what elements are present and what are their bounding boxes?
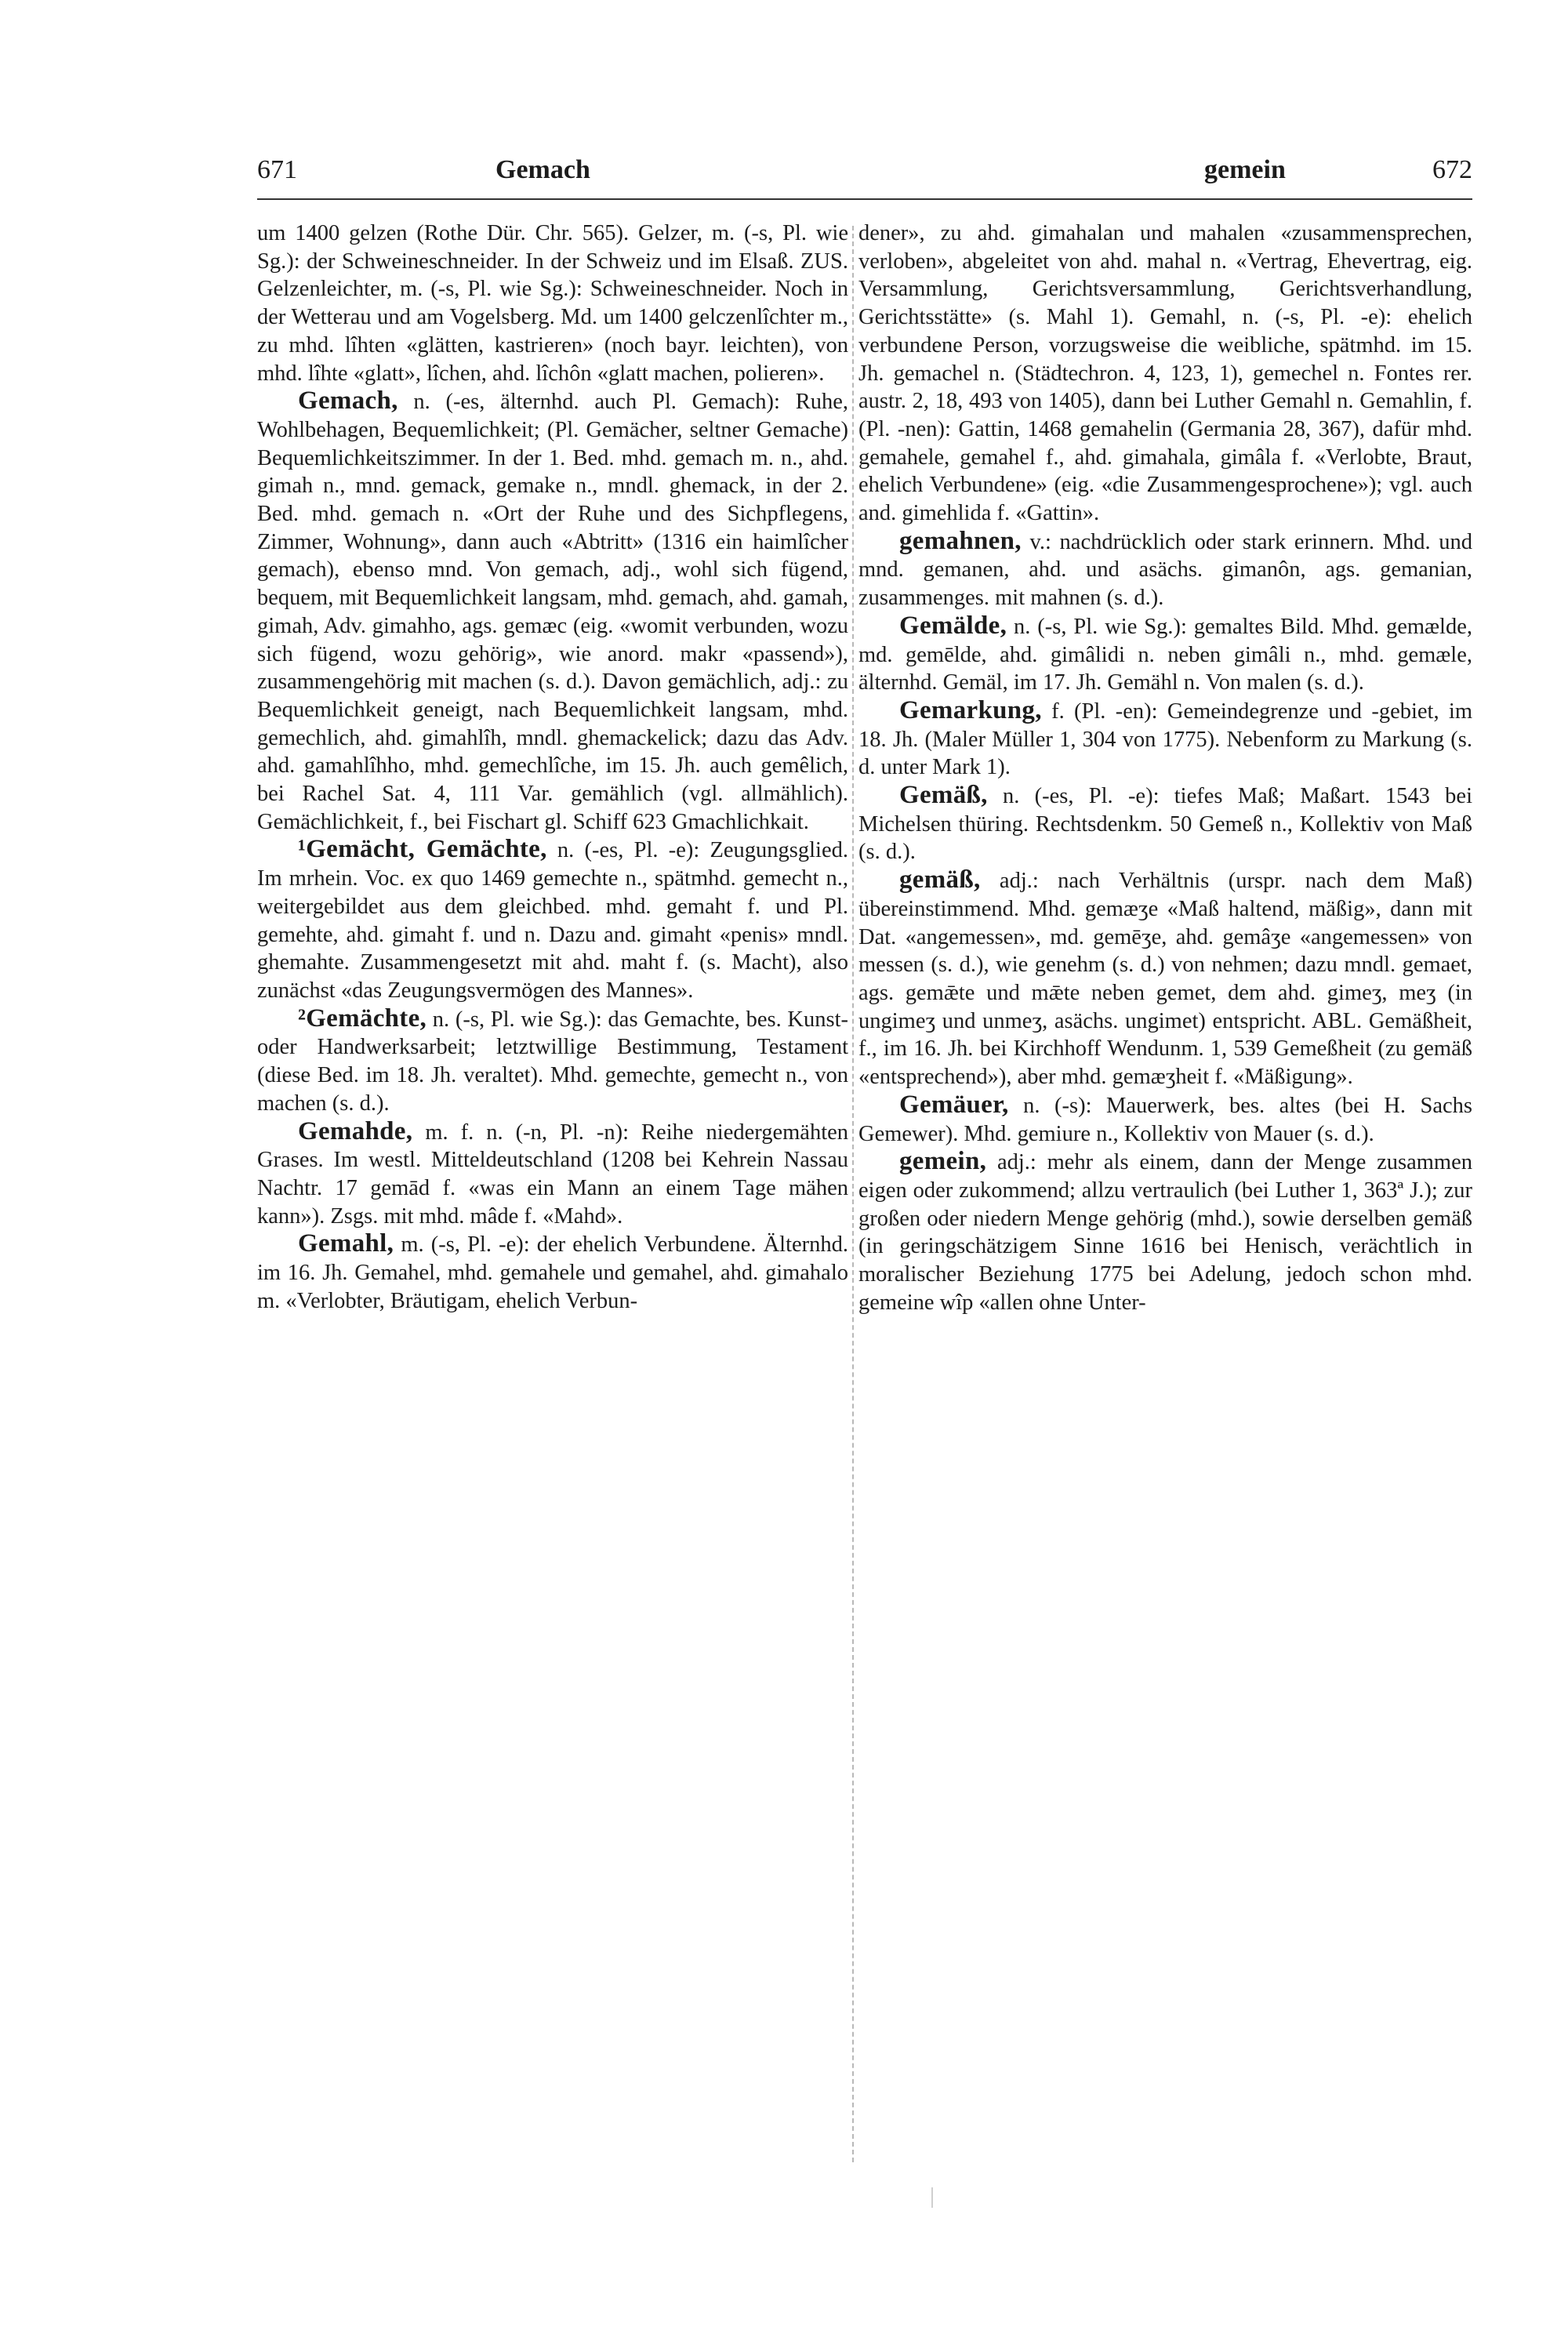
- entry-lemma: gemahnen,: [899, 526, 1022, 555]
- entry-text: n. (-es, Pl. -e): tiefes Maß; Maßart. 1543 bei Michelsen thüring. Rechtsdenkm. 50 Gemeß n., Kollektiv von Maß (s. d.).: [858, 784, 1472, 865]
- entry-lemma: gemäß,: [899, 866, 981, 895]
- entry-lemma: Gemahl,: [298, 1229, 394, 1258]
- dictionary-entry: [858, 1148, 1472, 1316]
- scan-mark: [931, 2187, 933, 2208]
- entry-text: f. (Pl. -en): Gemeindegrenze und -gebiet, im 18. Jh. (Maler Müller 1, 304 von 1775). Nebenform zu Markung (s. d. unter Mark 1).: [858, 699, 1472, 780]
- entry-lemma: gemein,: [899, 1147, 987, 1176]
- entry-text: m. (-s, Pl. -e): der ehelich Verbundene. Älternhd. im 16. Jh. Gemahel, mhd. gemahele und gemahel, ahd. gimahalo m. «Verlobter, Bräutigam, ehelich Verbun-: [257, 1232, 849, 1313]
- entry-text: n. (-s, Pl. wie Sg.): das Gemachte, bes. Kunst- oder Handwerksarbeit; letztwillige Bestimmung, Testament (diese Bed. im 18. Jh. veraltet). Mhd. gemechte, gemecht n., von machen (s. d.).: [257, 1007, 848, 1116]
- entry-text: m. f. n. (-n, Pl. -n): Reihe niedergemähten Grases. Im westl. Mitteldeutschland (1208 bei Kehrein Nassau Nachtr. 17 gemād f. «was ein Mann an einem Tage mähen kann»). Zsgs. mit mhd. mâde f. «Mahd».: [257, 1120, 849, 1229]
- entry-lemma: Gemälde,: [899, 611, 1007, 640]
- column-separator: [852, 226, 855, 2162]
- dictionary-entry: [858, 1091, 1472, 1148]
- right-page-number: 672: [1432, 155, 1472, 184]
- dictionary-entry: [257, 1118, 848, 1231]
- right-column: [858, 220, 1472, 1316]
- right-headword: gemein: [1204, 155, 1286, 184]
- left-headword: Gemach: [495, 155, 590, 184]
- entry-lemma: Gemahde,: [298, 1116, 413, 1145]
- dictionary-entry: [858, 697, 1472, 782]
- entry-lemma: Gemäuer,: [899, 1090, 1009, 1119]
- entry-text: um 1400 gelzen (Rothe Dür. Chr. 565). Gelzer, m. (-s, Pl. wie Sg.): der Schweineschneider. In der Schweiz und im Elsaß. ZUS. Gelzenleichter, m. (-s, Pl. wie Sg.): Schweineschneider. Noch in der Wetterau und am Vogelsberg. Md. um 1400 gelczenlîchter m., zu mhd. lîhten «glätten, kastrieren» (noch bayr. leichten), von mhd. lîhte «glatt», lîchen, ahd. lîchôn «glatt machen, polieren».: [257, 221, 848, 386]
- entry-text: adj.: mehr als einem, dann der Menge zusammen eigen oder zukommend; allzu vertraulich (bei Luther 1, 363ª J.); zur großen oder niedern Menge gehörig (mhd.), sowie derselben gemäß (in geringschätzigem Sinne 1616 bei Henisch, verächtlich in moralischer Beziehung 1775 bei Adelung, jedoch schon mhd. gemeine wîp «allen ohne Unter-: [858, 1150, 1472, 1315]
- header-rule: [257, 198, 1472, 200]
- left-page-number: 671: [257, 155, 297, 184]
- entry-text: dener», zu ahd. gimahalan und mahalen «zusammensprechen, verloben», abgeleitet von ahd. mahal n. «Vertrag, Ehevertrag, eig. Versammlung, Gerichtsversammlung, Gerichtsverhandlung, Gerichtsstätte» (s. Mahl 1). Gemahl, n. (-s, Pl. -e): ehelich verbundene Person, vorzugsweise die weibliche, spätmhd. im 15. Jh. gemachel n. (Städtechron. 4, 123, 1), gemechel n. Fontes rer. austr. 2, 18, 493 von 1405), dann bei Luther Gemahl n. Gemahlin, f. (Pl. -nen): Gattin, 1468 gemahelin (Germania 28, 367), dafür mhd. gemahele, gemahel f., ahd. gimahala, gimâla f. «Verlobte, Braut, ehelich Verbundene» (eig. «die Zusammengesprochene»); vgl. auch and. gimehlida f. «Gattin».: [858, 221, 1472, 526]
- dictionary-entry: [858, 612, 1472, 697]
- dictionary-entry: [257, 836, 848, 1004]
- dictionary-entry: [858, 866, 1472, 1091]
- entry-text: v.: nachdrücklich oder stark erinnern. Mhd. und mnd. gemanen, ahd. und asächs. gimanôn, ags. gemanian, zusammenges. mit mahnen (s. d.).: [858, 529, 1473, 611]
- running-header: [257, 155, 1472, 202]
- dictionary-entry: [858, 782, 1472, 866]
- dictionary-entry: [858, 220, 1472, 528]
- entry-lemma: Gemach,: [298, 387, 398, 416]
- dictionary-entry: [858, 528, 1472, 612]
- left-column: [257, 220, 848, 1315]
- entry-text: adj.: nach Verhältnis (urspr. nach dem Maß) übereinstimmend. Mhd. gemæʒe «Maß haltend, mäßig», dann mit Dat. «angemessen», md. gemēʒe, ahd. gemâʒe «angemessen» von messen (s. d.), wie genehm (s. d.) von nehmen; dazu mndl. gemaet, ags. gemǣte und mǣte neben gemet, dem ahd. gimeʒ, meʒ (in ungimeʒ und unmeʒ, asächs. ungimet) entspricht. ABL. Gemäßheit, f., im 16. Jh. bei Kirchhoff Wendunm. 1, 539 Gemeßheit (zu gemäß «entsprechend»), aber mhd. gemæʒheit f. «Mäßigung».: [858, 869, 1473, 1090]
- entry-lemma: ¹Gemächt, Gemächte,: [298, 835, 547, 864]
- dictionary-entry: [257, 1230, 848, 1315]
- dictionary-entry: [257, 220, 848, 387]
- dictionary-entry: [257, 1005, 848, 1118]
- entry-lemma: Gemarkung,: [899, 695, 1042, 724]
- entry-text: n. (-es, älternhd. auch Pl. Gemach): Ruhe, Wohlbehagen, Bequemlichkeit; (Pl. Gemächer, seltner Gemache) Bequemlichkeitszimmer. In der 1. Bed. mhd. gemach m. n., ahd. gimah n., mnd. gemack, gemake n., mndl. ghemack, in der 2. Bed. mhd. gemach n. «Ort der Ruhe und des Sichpflegens, Zimmer, Wohnung», dann auch «Abtritt» (1316 ein haimlîcher gemach), ebenso mnd. Von gemach, adj., wohl sich fügend, bequem, mit Bequemlichkeit langsam, mhd. gemach, ahd. gamah, gimah, Adv. gimahho, ags. gemæc (eig. «womit verbunden, wozu sich fügend, wozu gehörig», wie anord. makr «passend»), zusammengehörig mit machen (s. d.). Davon gemächlich, adj.: zu Bequemlichkeit geneigt, nach Bequemlichkeit langsam, mhd. gemechlich, ahd. gimahlîh, mndl. ghemackelick; dazu das Adv. ahd. gamahlîhho, mhd. gemechlîche, im 15. Jh. auch gemêlich, bei Rachel Sat. 4, 111 Var. gemählich (vgl. allmählich). Gemächlichkeit, f., bei Fischart gl. Schiff 623 Gmachlichkait.: [257, 390, 849, 834]
- entry-lemma: Gemäß,: [899, 781, 988, 810]
- entry-text: n. (-s): Mauerwerk, bes. altes (bei H. Sachs Gemewer). Mhd. gemiure n., Kollektiv von Mauer (s. d.).: [858, 1093, 1472, 1146]
- dictionary-entry: [257, 387, 848, 836]
- entry-text: n. (-s, Pl. wie Sg.): gemaltes Bild. Mhd. gemælde, md. gemēlde, ahd. gimâlidi n. neben gimâli n., mhd. gemæle, älternhd. Gemäl, im 17. Jh. Gemähl n. Von malen (s. d.).: [858, 614, 1472, 695]
- entry-lemma: ²Gemächte,: [298, 1004, 427, 1033]
- entry-text: n. (-es, Pl. -e): Zeugungsglied. Im mrhein. Voc. ex quo 1469 gemechte n., spätmhd. gemecht n., weitergebildet aus dem gleichbed. mhd. gemaht f. und Pl. gemehte, ahd. gimaht f. und n. Dazu and. gimaht «penis» mndl. ghemahte. Zusammengesetzt mit ahd. maht f. (s. Macht), also zunächst «das Zeugungsvermögen des Mannes».: [257, 838, 848, 1003]
